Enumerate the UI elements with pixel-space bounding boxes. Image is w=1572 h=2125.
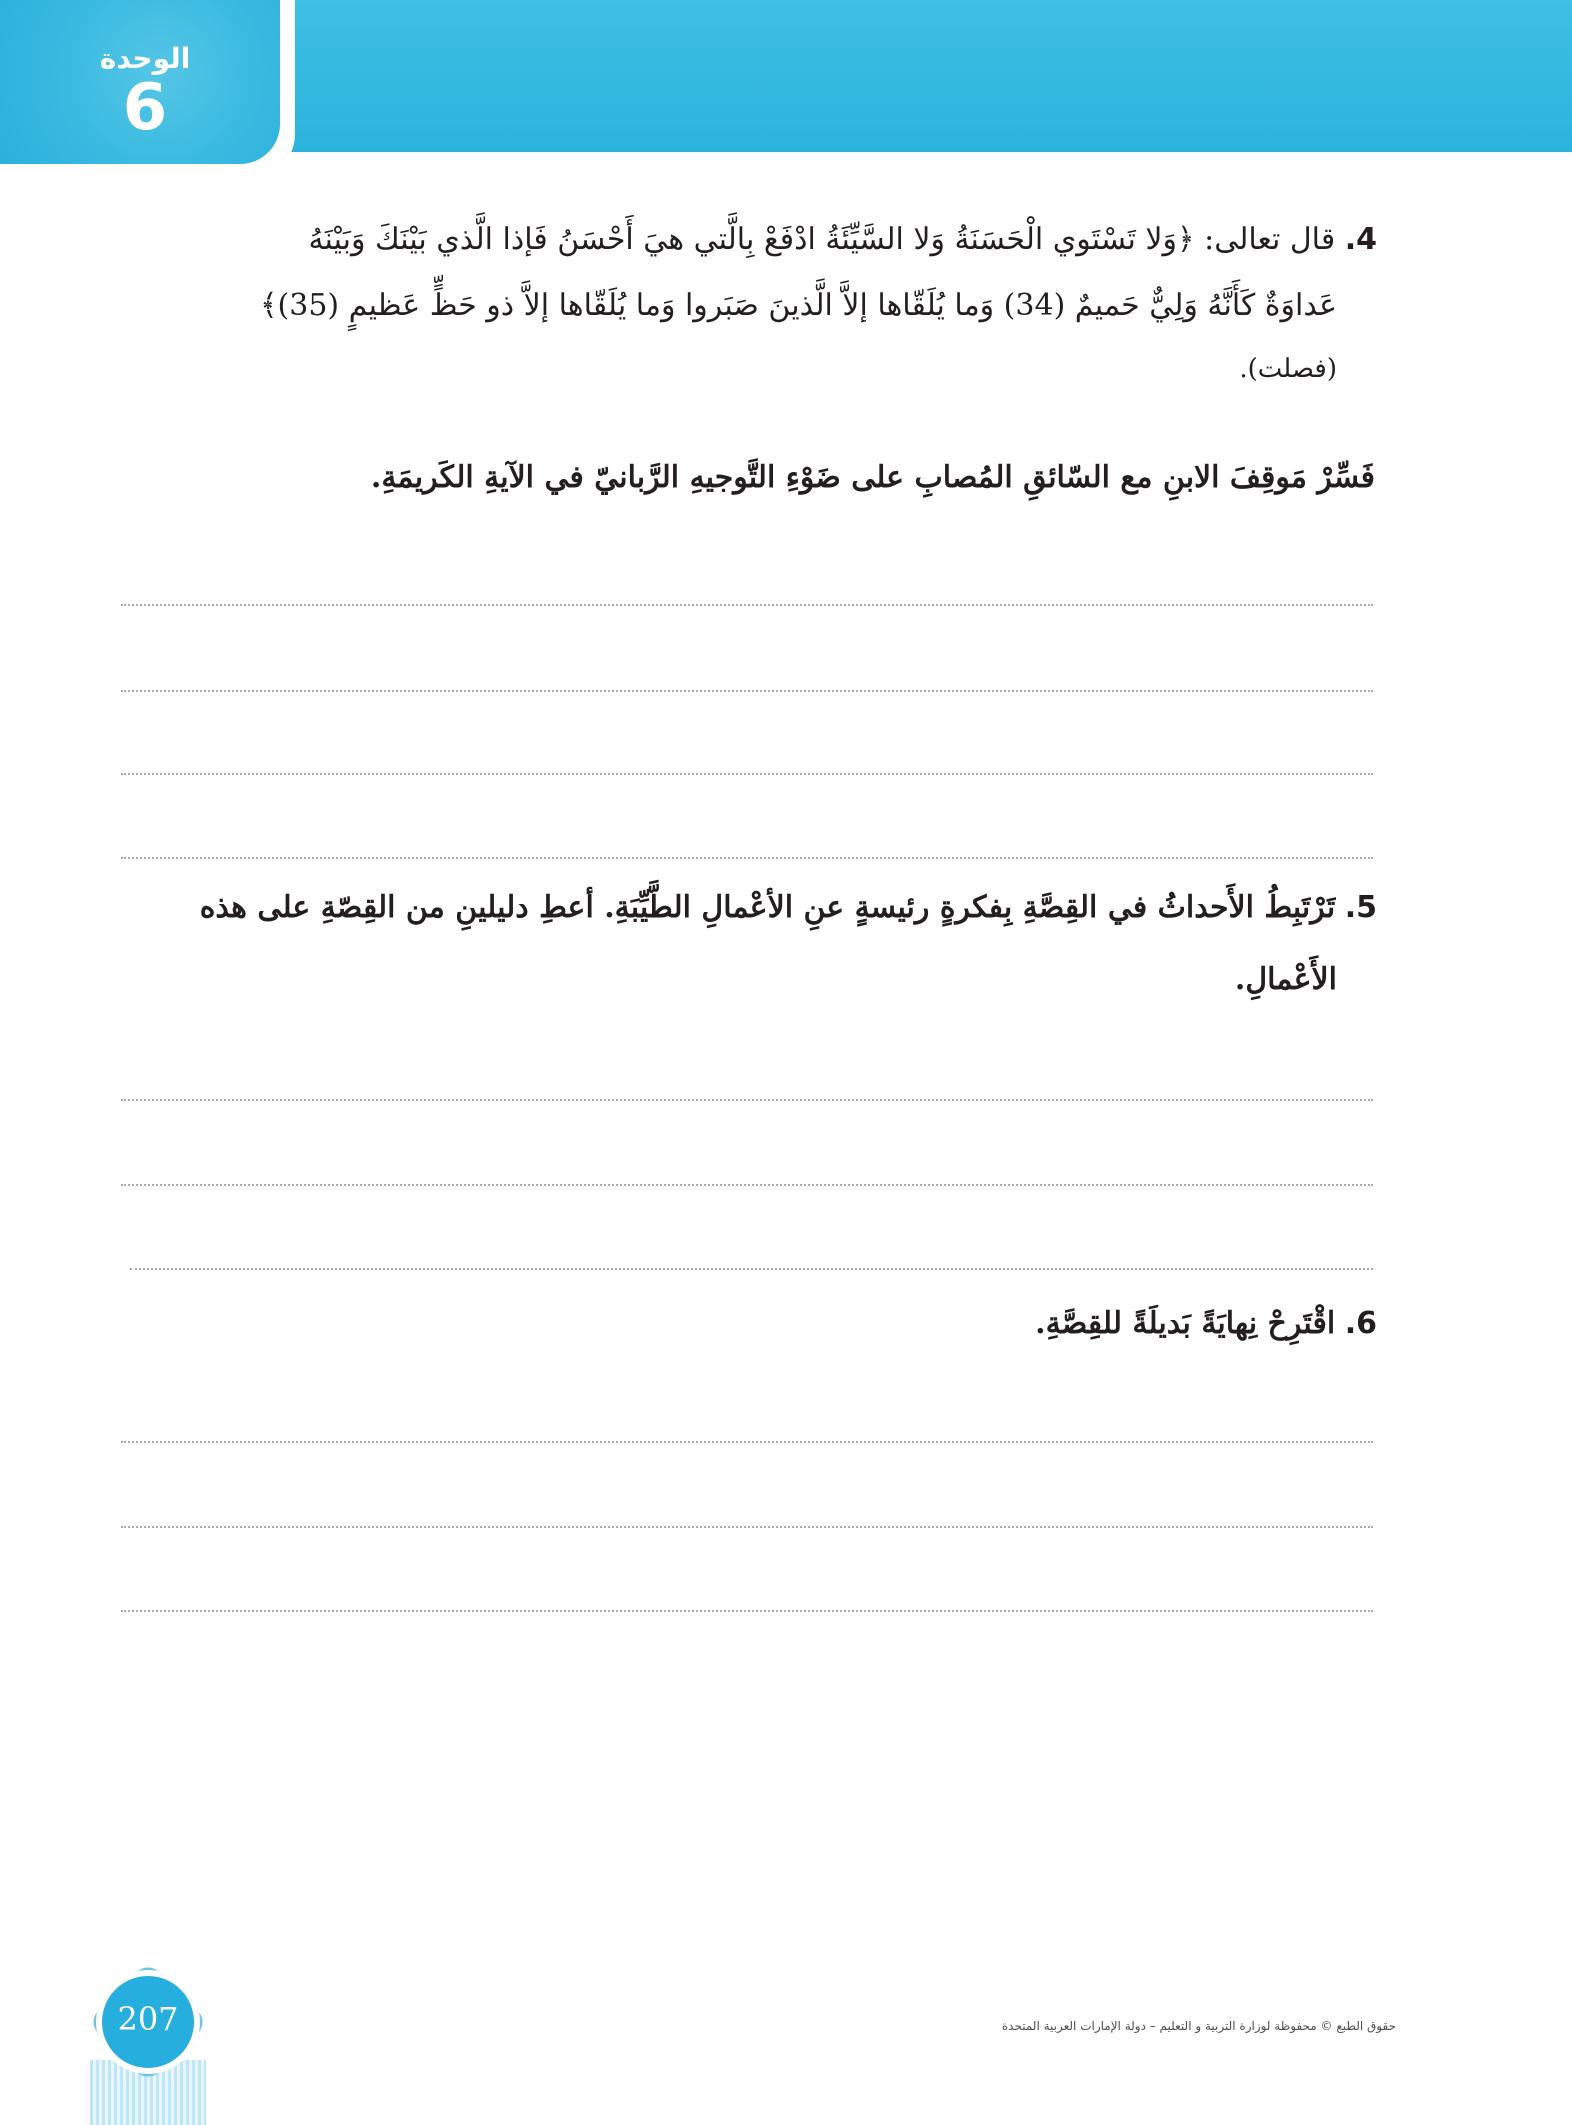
- answer-line[interactable]: [121, 1526, 1373, 1528]
- answer-line[interactable]: [121, 1184, 1373, 1186]
- answer-line[interactable]: [121, 1441, 1373, 1443]
- unit-label: الوحدة: [99, 42, 191, 75]
- question-4: [137, 222, 1377, 420]
- page-number-badge: [88, 1962, 208, 2082]
- question-number: 5.: [1344, 890, 1377, 925]
- question-4-line-1: [137, 222, 1377, 288]
- page-number: 207: [117, 2000, 179, 2038]
- question-text: قال تعالى: ﴿وَلا تَسْتَوي الْحَسَنَةُ وَلا السَّيِّئَةُ ادْفَعْ بِالَّتي هيَ أَحْسَنُ فَإذا الَّذي بَيْنَكَ وَبَيْنَهُ: [308, 222, 1336, 257]
- question-4-line-2: عَداوَةٌ كَأَنَّهُ وَلِيٌّ حَميمٌ (34) وَما يُلَقّاها إلاَّ الَّذينَ صَبَروا وَما يُلَقّاها إلاَّ ذو حَظٍّ عَظيمٍ (35)﴾: [259, 288, 1337, 323]
- question-5: [117, 890, 1377, 1028]
- unit-number: 6: [122, 71, 168, 145]
- question-6-line-1: [137, 1306, 1377, 1341]
- answer-line[interactable]: [121, 604, 1373, 606]
- question-4-line-3: (فصلت).: [1239, 354, 1337, 384]
- answer-line[interactable]: [130, 1268, 1373, 1270]
- copyright-notice: حقوق الطبع © محفوظة لوزارة التربية و التعليم – دولة الإمارات العربية المتحدة: [1001, 2019, 1396, 2033]
- answer-line[interactable]: [121, 690, 1373, 692]
- question-6: [137, 1306, 1377, 1341]
- answer-line[interactable]: [121, 773, 1373, 775]
- answer-line[interactable]: [121, 1610, 1373, 1612]
- question-4-prompt-text: فَسِّرْ مَوقِفَ الابنِ مع السّائقِ المُصابِ على ضَوْءِ التَّوجيهِ الرَّبانيّ في الآيةِ الكَريمَةِ.: [370, 460, 1375, 495]
- answer-line[interactable]: [121, 857, 1373, 859]
- question-text: اقْتَرِحْ نِهايَةً بَديلَةً للقِصَّةِ.: [1035, 1306, 1336, 1341]
- question-text: تَرْتَبِطُ الأَحداثُ في القِصَّةِ بِفكرةٍ رئيسةٍ عنِ الأعْمالِ الطَّيِّبَةِ. أعطِ دليلينِ من القِصّةِ على هذه: [199, 890, 1336, 925]
- question-5-line-2: الأَعْمالِ.: [1234, 962, 1337, 997]
- question-number: 6.: [1344, 1306, 1377, 1341]
- question-5-line-1: [117, 890, 1377, 962]
- question-4-prompt: [135, 460, 1375, 495]
- question-number: 4.: [1344, 222, 1377, 257]
- answer-line[interactable]: [121, 1099, 1373, 1101]
